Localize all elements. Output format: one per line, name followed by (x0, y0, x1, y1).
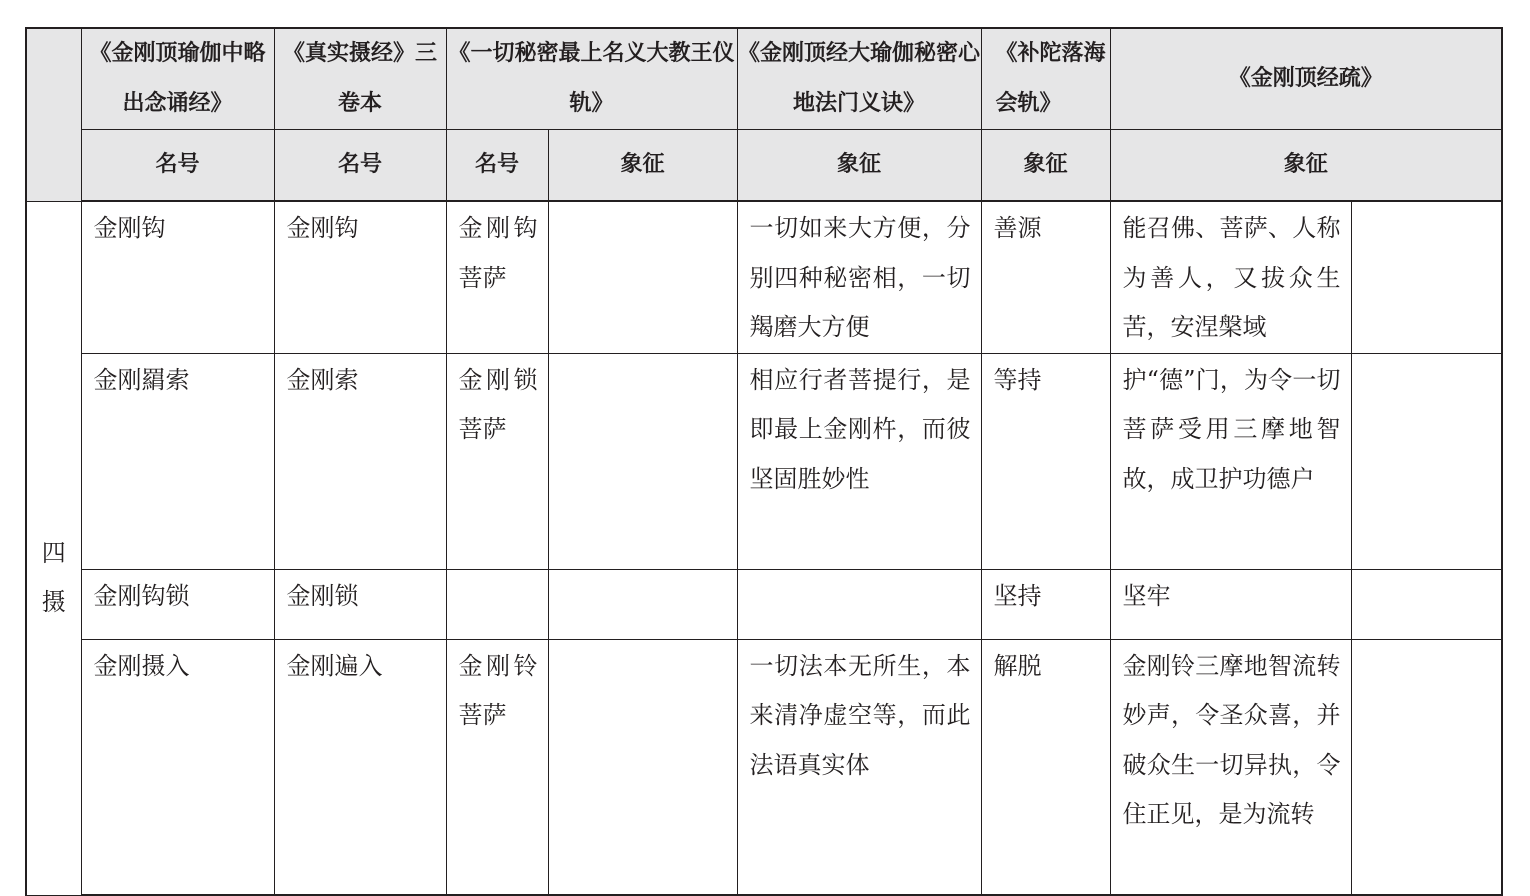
cell-symbol-6: 能召佛、菩萨、人称为善人，又拔众生苦，安涅槃域 (1110, 201, 1351, 353)
header-corner-cell (26, 28, 81, 201)
table-row (26, 639, 1502, 895)
cell-symbol-3 (548, 201, 737, 353)
header-source-3: 《一切秘密最上名义大教王仪轨》 (446, 28, 737, 130)
table-row (26, 569, 1502, 639)
cell-name-3: 金刚钩菩萨 (446, 201, 548, 353)
cell-name-3: 金刚铃菩萨 (446, 639, 548, 895)
subheader-symbol-5: 象征 (981, 130, 1110, 202)
table-row (26, 201, 1502, 353)
cell-symbol-4: 相应行者菩提行，是即最上金刚杵，而彼坚固胜妙性 (737, 353, 981, 569)
cell-name-3: 金刚锁菩萨 (446, 353, 548, 569)
subheader-name-1: 名号 (81, 130, 274, 202)
header-source-6: 《金刚顶经疏》 (1110, 28, 1502, 130)
header-source-2: 《真实摄经》三卷本 (274, 28, 446, 130)
cell-symbol-6: 护“德”门，为令一切菩萨受用三摩地智故，成卫护功德户 (1110, 353, 1351, 569)
header-row-titles (26, 28, 1502, 130)
table-row (26, 353, 1502, 569)
cell-symbol-6: 金刚铃三摩地智流转妙声，令圣众喜，并破众生一切异执，令住正见，是为流转 (1110, 639, 1351, 895)
subheader-symbol-3: 象征 (548, 130, 737, 202)
cell-name-2: 金刚钩 (274, 201, 446, 353)
cell-symbol-5: 坚持 (981, 569, 1110, 639)
cell-name-2: 金刚锁 (274, 569, 446, 639)
cell-symbol-3 (548, 353, 737, 569)
cell-empty (1351, 569, 1502, 639)
header-source-5: 《补陀落海会轨》 (981, 28, 1110, 130)
cell-empty (1351, 639, 1502, 895)
cell-name-2: 金刚索 (274, 353, 446, 569)
comparison-table (25, 27, 1503, 896)
cell-name-1: 金刚钩 (81, 201, 274, 353)
cell-symbol-5: 等持 (981, 353, 1110, 569)
group-label-char: 摄 (41, 588, 66, 616)
subheader-symbol-6: 象征 (1110, 130, 1502, 202)
cell-empty (1351, 201, 1502, 353)
cell-name-1: 金刚羂索 (81, 353, 274, 569)
cell-symbol-5: 善源 (981, 201, 1110, 353)
cell-name-3 (446, 569, 548, 639)
group-label-four-embraces (26, 201, 81, 895)
subheader-symbol-4: 象征 (737, 130, 981, 202)
cell-symbol-6: 坚牢 (1110, 569, 1351, 639)
group-label-char: 四 (41, 539, 66, 567)
cell-symbol-4: 一切法本无所生，本来清净虚空等，而此法语真实体 (737, 639, 981, 895)
cell-symbol-3 (548, 639, 737, 895)
cell-name-1: 金刚钩锁 (81, 569, 274, 639)
cell-name-1: 金刚摄入 (81, 639, 274, 895)
cell-symbol-4: 一切如来大方便，分别四种秘密相，一切羯磨大方便 (737, 201, 981, 353)
subheader-name-3: 名号 (446, 130, 548, 202)
cell-symbol-4 (737, 569, 981, 639)
subheader-name-2: 名号 (274, 130, 446, 202)
cell-symbol-3 (548, 569, 737, 639)
cell-name-2: 金刚遍入 (274, 639, 446, 895)
header-source-1: 《金刚顶瑜伽中略出念诵经》 (81, 28, 274, 130)
cell-empty (1351, 353, 1502, 569)
cell-symbol-5: 解脱 (981, 639, 1110, 895)
header-source-4: 《金刚顶经大瑜伽秘密心地法门义诀》 (737, 28, 981, 130)
header-row-subtitles (26, 130, 1502, 202)
